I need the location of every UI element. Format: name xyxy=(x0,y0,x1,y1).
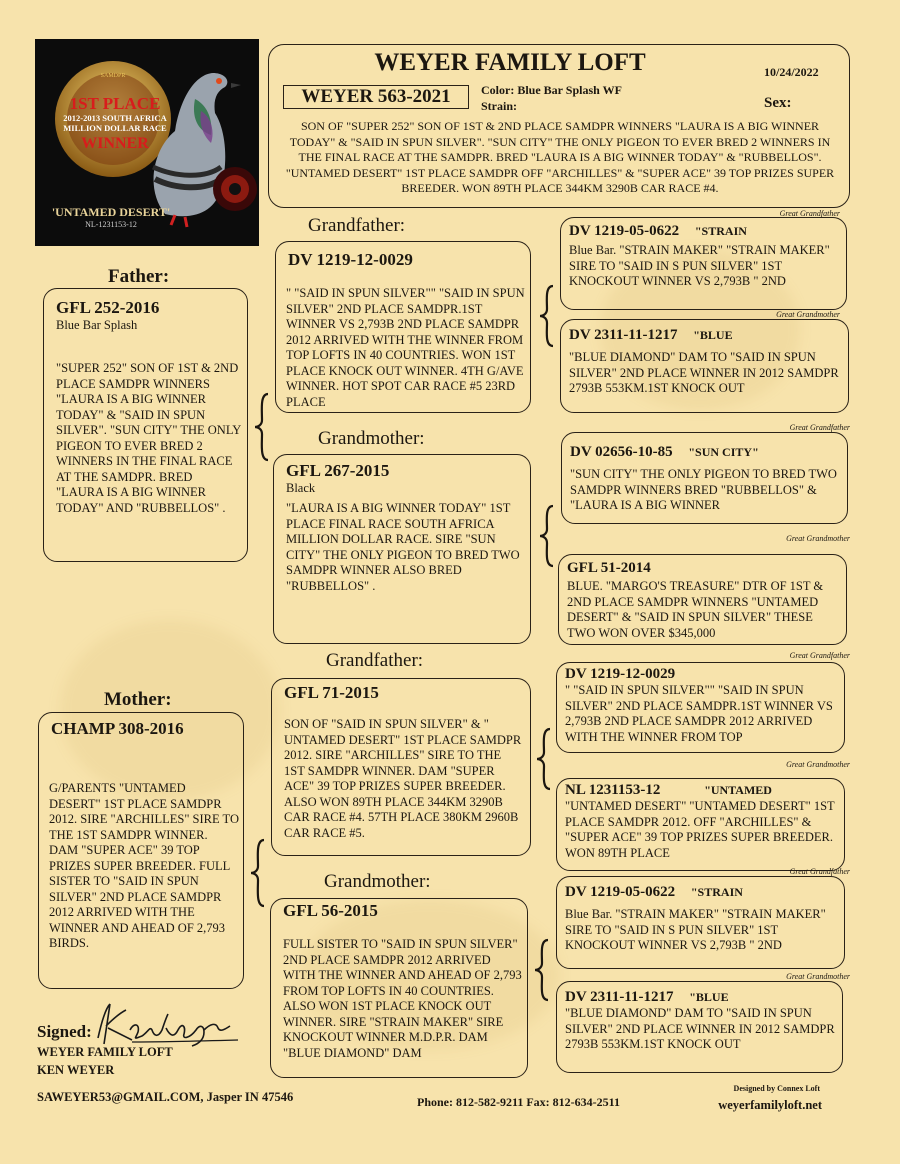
father-color: Blue Bar Splash xyxy=(56,318,138,332)
pat-grandfather-label: Grandfather: xyxy=(308,215,406,236)
footer-website[interactable]: weyerfamilyloft.net xyxy=(718,1098,822,1112)
mat-grandmother-label: Grandmother: xyxy=(324,871,431,892)
pat-grandmother-label: Grandmother: xyxy=(318,428,425,449)
pat-grandmother-card xyxy=(273,454,531,644)
gg4-text: BLUE. "MARGO'S TREASURE" DTR OF 1ST & 2ND PLACE SAMDPR WINNERS "UNTAMED DESERT" & "SAID IN SPUN SILVER" THESE TWO WON OVER $345,000 xyxy=(567,579,824,640)
badge-band: NL-1231153-12 xyxy=(85,220,137,229)
brace-mother-icon xyxy=(248,838,268,908)
gg5-caption: Great Grandfather xyxy=(789,651,850,660)
gg8-text: "BLUE DIAMOND" DAM TO "SAID IN SPUN SILVER" 2ND PLACE WINNER IN 2012 SAMDPR 2793B 553KM.1ST KNOCK OUT xyxy=(565,1006,835,1051)
gg3-name: "SUN CITY" xyxy=(688,445,759,459)
pedigree-date: 10/24/2022 xyxy=(764,65,819,79)
gg6-name: "UNTAMED xyxy=(704,783,772,797)
father-band: GFL 252-2016 xyxy=(56,298,160,317)
mat-grandfather-label: Grandfather: xyxy=(326,650,424,671)
father-label: Father: xyxy=(108,266,170,287)
mat-grandmother-band: GFL 56-2015 xyxy=(283,901,378,920)
gg3-caption: Great Grandfather xyxy=(789,423,850,432)
gg3-text: "SUN CITY" THE ONLY PIGEON TO BRED TWO SAMDPR WINNERS BRED "RUBBELLOS" & "LAURA IS A BIG WINNER xyxy=(570,467,837,512)
mother-label: Mother: xyxy=(104,689,172,710)
gg2-text: "BLUE DIAMOND" DAM TO "SAID IN SPUN SILVER" 2ND PLACE WINNER IN 2012 SAMDPR 2793B 553KM.1ST KNOCK OUT xyxy=(569,350,839,395)
gg3-band-number: DV 02656-10-85 xyxy=(570,444,673,460)
mat-grandfather-card xyxy=(271,678,531,856)
loft-title: WEYER FAMILY LOFT xyxy=(374,49,646,76)
header-description: SON OF "SUPER 252" SON OF 1ST & 2ND PLACE SAMDPR WINNERS "LAURA IS A BIG WINNER TODAY" & "SAID IN SPUN SILVER". "SUN CITY" THE ONLY PIGEON TO EVER BRED 2 WINNERS IN THE FINAL RACE AT THE SAMDPR. BRED "LAURA IS A BIG WINNER TODAY" & "RUBBELLOS". "UNTAMED DESERT" 1ST PLACE SAMDPR OFF "ARCHILLES" & "SUPER ACE" 39 TOP PRIZES SUPER BREEDER. WON 89TH PLACE 344KM 3290B CAR RACE #4. xyxy=(285,119,835,195)
badge-name: 'UNTAMED DESERT' xyxy=(51,205,171,219)
gg4-band: GFL 51-2014 xyxy=(567,560,651,576)
gg3-card xyxy=(561,432,848,524)
gg3-band xyxy=(570,443,759,462)
pat-grandmother-text: "LAURA IS A BIG WINNER TODAY" 1ST PLACE FINAL RACE SOUTH AFRICA MILLION DOLLAR RACE. SIRE "SUN CITY" THE ONLY PIGEON TO BRED TWO SAMDPR WINNER ALSO BRED "RUBBELLOS" . xyxy=(286,501,520,593)
footer-designed-by: Designed by Connex Loft xyxy=(733,1084,820,1093)
main-band-box xyxy=(283,85,469,109)
color-label: Color: xyxy=(481,83,515,97)
main-band: WEYER 563-2021 xyxy=(301,86,451,107)
gg1-name: "STRAIN xyxy=(694,224,747,238)
signed-label: Signed: xyxy=(37,1022,92,1041)
gg6-caption: Great Grandmother xyxy=(786,760,850,769)
footer-phone: Phone: 812-582-9211 Fax: 812-634-2511 xyxy=(417,1095,620,1109)
winner-badge-image xyxy=(35,39,259,246)
brace-gg12-icon xyxy=(537,284,557,348)
badge-place: 1ST PLACE xyxy=(69,94,161,113)
mat-grandmother-text: FULL SISTER TO "SAID IN SPUN SILVER" 2ND PLACE SAMDPR 2012 ARRIVED WITH THE WINNER AND AHEAD OF 2,793 FROM TOP LOFTS IN 40 COUNTRIES. ALSO WON 1ST PLACE KNOCK OUT WINNER. SIRE "STRAIN MAKER" SIRE KNOCKOUT WINNER M.D.P.R. DAM "BLUE DIAMOND" DAM xyxy=(283,937,522,1060)
gg1-band xyxy=(569,222,747,241)
pat-grandmother-band: GFL 267-2015 xyxy=(286,461,390,480)
pat-grandfather-card xyxy=(275,241,531,413)
footer-loft: WEYER FAMILY LOFT xyxy=(37,1045,173,1059)
mat-grandmother-card xyxy=(270,898,528,1078)
mat-grandfather-text: SON OF "SAID IN SPUN SILVER" & " UNTAMED DESERT" 1ST PLACE SAMDPR 2012. SIRE "ARCHILLES" SIRE TO THE 1ST SAMDPR WINNER. DAM "SUPER ACE" 39 TOP PRIZES SUPER BREEDER. ALSO WON 89TH PLACE 344KM 3290B CAR RACE #4. 57TH PLACE 380KM 2960B CAR RACE #5. xyxy=(284,717,522,840)
gg5-card xyxy=(556,662,845,753)
gg4-caption: Great Grandmother xyxy=(786,534,850,543)
gg2-card xyxy=(560,319,849,413)
footer-owner: KEN WEYER xyxy=(37,1063,115,1077)
gg6-band xyxy=(565,781,772,800)
gg1-caption: Great Grandfather xyxy=(779,209,840,218)
mother-band: CHAMP 308-2016 xyxy=(51,719,184,738)
brace-gg56-icon xyxy=(534,727,554,791)
gg8-name: "BLUE xyxy=(689,990,729,1004)
badge-logo-text: SAMDPR xyxy=(100,73,126,79)
gg2-caption: Great Grandmother xyxy=(776,310,840,319)
gg7-card xyxy=(556,876,845,969)
gg8-caption: Great Grandmother xyxy=(786,972,850,981)
father-text: "SUPER 252" SON OF 1ST & 2ND PLACE SAMDPR WINNERS "LAURA IS A BIG WINNER TODAY" & "SAID IN SPUN SILVER". "SUN CITY" THE ONLY PIGEON TO EVER BRED 2 WINNERS IN THE FINAL RACE AT THE SAMDPR. BRED "LAURA IS A BIG WINNER TODAY" AND "RUBBELLOS" . xyxy=(56,361,241,515)
gg5-text: " "SAID IN SPUN SILVER"" "SAID IN SPUN SILVER" 2ND PLACE SAMDPR.1ST WINNER VS 2,793B 2ND PLACE SAMDPR 2012 ARRIVED WITH THE WINNER FROM TOP xyxy=(565,683,833,744)
gg6-card xyxy=(556,778,845,871)
badge-race: 2012-2013 SOUTH AFRICA MILLION DOLLAR RACE xyxy=(63,113,167,133)
gg4-card xyxy=(558,554,847,645)
gg7-name: "STRAIN xyxy=(690,885,743,899)
gg7-text: Blue Bar. "STRAIN MAKER" "STRAIN MAKER" SIRE TO "SAID IN S PUN SILVER" 1ST KNOCKOUT WINNER VS 2,793B " 2ND xyxy=(565,907,826,952)
strain-label: Strain: xyxy=(481,99,517,113)
gg1-text: Blue Bar. "STRAIN MAKER" "STRAIN MAKER" SIRE TO "SAID IN S PUN SILVER" 1ST KNOCKOUT WINNER VS 2,793B " 2ND xyxy=(569,243,830,288)
gg1-band-number: DV 1219-05-0622 xyxy=(569,223,680,239)
gg7-band xyxy=(565,883,743,902)
brace-gg78-icon xyxy=(532,938,552,1002)
gg7-caption: Great Grandfather xyxy=(789,867,850,876)
brace-father-icon xyxy=(252,392,272,462)
pat-grandmother-color: Black xyxy=(286,481,316,495)
gg6-text: "UNTAMED DESERT" "UNTAMED DESERT" 1ST PLACE SAMDPR 2012. OFF "ARCHILLES" & "SUPER ACE" 39 TOP PRIZES SUPER BREEDER. WON 89TH PLACE xyxy=(565,799,835,860)
gg1-card xyxy=(560,217,847,310)
gg2-band-number: DV 2311-11-1217 xyxy=(569,327,678,343)
father-card xyxy=(43,288,248,562)
gg8-band xyxy=(565,988,729,1007)
header-box xyxy=(268,44,850,208)
sex-label: Sex: xyxy=(764,95,792,111)
color-value: Blue Bar Splash WF xyxy=(517,83,622,97)
signature-image xyxy=(92,1000,242,1050)
gg7-band-number: DV 1219-05-0622 xyxy=(565,884,676,900)
gg8-card xyxy=(556,981,843,1073)
brace-gg34-icon xyxy=(537,504,557,568)
gg5-band: DV 1219-12-0029 xyxy=(565,666,676,682)
mother-text: G/PARENTS "UNTAMED DESERT" 1ST PLACE SAMDPR 2012. SIRE "ARCHILLES" SIRE TO THE 1ST SAMDPR WINNER. DAM "SUPER ACE" 39 TOP PRIZES SUPER BREEDER. FULL SISTER TO "SAID IN SPUN SILVER" 2ND PLACE SAMDPR 2012 ARRIVED WITH THE WINNER AND AHEAD OF 2,793 BIRDS. xyxy=(49,781,239,950)
gg2-name: "BLUE xyxy=(693,328,733,342)
pat-grandfather-text: " "SAID IN SPUN SILVER"" "SAID IN SPUN SILVER" 2ND PLACE SAMDPR.1ST WINNER VS 2,793B 2ND PLACE SAMDPR 2012 ARRIVED WITH THE WINNER FROM TOP LOFTS IN 40 COUNTRIES. WON 1ST PLACE KNOCK OUT WINNER. 4TH G/AVE WINNER. HOT SPOT CAR RACE #5 23RD PLACE xyxy=(286,286,525,409)
footer-email[interactable]: SAWEYER53@GMAIL.COM, Jasper IN 47546 xyxy=(37,1090,294,1104)
badge-winner: WINNER xyxy=(81,135,149,152)
gg6-band-number: NL 1231153-12 xyxy=(565,782,661,798)
mat-grandfather-band: GFL 71-2015 xyxy=(284,683,379,702)
color-line xyxy=(481,83,622,98)
pat-grandfather-band: DV 1219-12-0029 xyxy=(288,250,413,269)
gg2-band xyxy=(569,326,733,345)
mother-card xyxy=(38,712,244,989)
gg8-band-number: DV 2311-11-1217 xyxy=(565,989,674,1005)
